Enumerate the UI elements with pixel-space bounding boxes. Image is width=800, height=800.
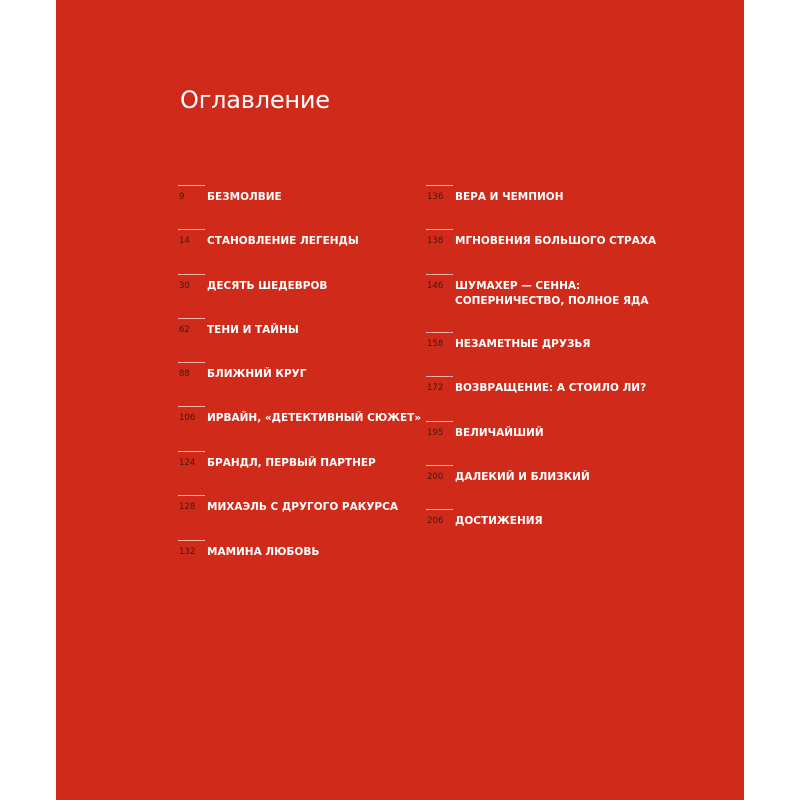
entry-rule [426, 376, 453, 377]
chapter-title: ИРВАЙН, «ДЕТЕКТИВНЫЙ СЮЖЕТ» [207, 412, 422, 424]
entry-rule [426, 509, 453, 510]
entry-rule [178, 185, 205, 186]
page-number: 138 [427, 236, 444, 246]
entry-rule [426, 332, 453, 333]
chapter-title: МГНОВЕНИЯ БОЛЬШОГО СТРАХА [455, 235, 657, 247]
chapter-title: ВЕРА И ЧЕМПИОН [455, 191, 564, 203]
chapter-title: ШУМАХЕР — СЕННА: СОПЕРНИЧЕСТВО, ПОЛНОЕ ЯДА [455, 280, 649, 307]
entry-rule [178, 318, 205, 319]
chapter-title: НЕЗАМЕТНЫЕ ДРУЗЬЯ [455, 338, 591, 350]
page-number: 62 [179, 325, 190, 335]
chapter-title: БЕЗМОЛВИЕ [207, 191, 282, 203]
chapter-title: СТАНОВЛЕНИЕ ЛЕГЕНДЫ [207, 235, 359, 247]
page-number: 172 [427, 383, 444, 393]
page-number: 14 [179, 236, 190, 246]
chapter-title: ДОСТИЖЕНИЯ [455, 515, 543, 527]
chapter-title: БЛИЖНИЙ КРУГ [207, 368, 307, 380]
page-number: 132 [179, 547, 196, 557]
page-number: 106 [179, 413, 196, 423]
page-number: 200 [427, 472, 444, 482]
entry-rule [426, 185, 453, 186]
page-number: 146 [427, 281, 444, 291]
chapter-title: ДЕСЯТЬ ШЕДЕВРОВ [207, 280, 328, 292]
entry-rule [178, 362, 205, 363]
entry-rule [178, 229, 205, 230]
page-number: 88 [179, 369, 190, 379]
chapter-title: ВЕЛИЧАЙШИЙ [455, 427, 544, 439]
entry-rule [178, 495, 205, 496]
entry-rule [426, 421, 453, 422]
page-number: 30 [179, 281, 190, 291]
chapter-title: МАМИНА ЛЮБОВЬ [207, 546, 320, 558]
entry-rule [178, 451, 205, 452]
page-number: 158 [427, 339, 444, 349]
entry-rule [426, 229, 453, 230]
entry-rule [178, 274, 205, 275]
chapter-title: БРАНДЛ, ПЕРВЫЙ ПАРТНЕР [207, 457, 376, 469]
page-number: 136 [427, 192, 444, 202]
entry-rule [178, 406, 205, 407]
chapter-title: ВОЗВРАЩЕНИЕ: А СТОИЛО ЛИ? [455, 382, 647, 394]
page-number: 206 [427, 516, 444, 526]
page-number: 195 [427, 428, 444, 438]
chapter-title: ДАЛЕКИЙ И БЛИЗКИЙ [455, 471, 590, 483]
entry-rule [426, 465, 453, 466]
page-number: 128 [179, 502, 196, 512]
entry-rule [178, 540, 205, 541]
page-number: 9 [179, 192, 185, 202]
chapter-title: МИХАЭЛЬ С ДРУГОГО РАКУРСА [207, 501, 398, 513]
page-number: 124 [179, 458, 196, 468]
page-title: Оглавление [180, 86, 330, 114]
toc-page [56, 0, 744, 800]
chapter-title: ТЕНИ И ТАЙНЫ [207, 324, 299, 336]
entry-rule [426, 274, 453, 275]
